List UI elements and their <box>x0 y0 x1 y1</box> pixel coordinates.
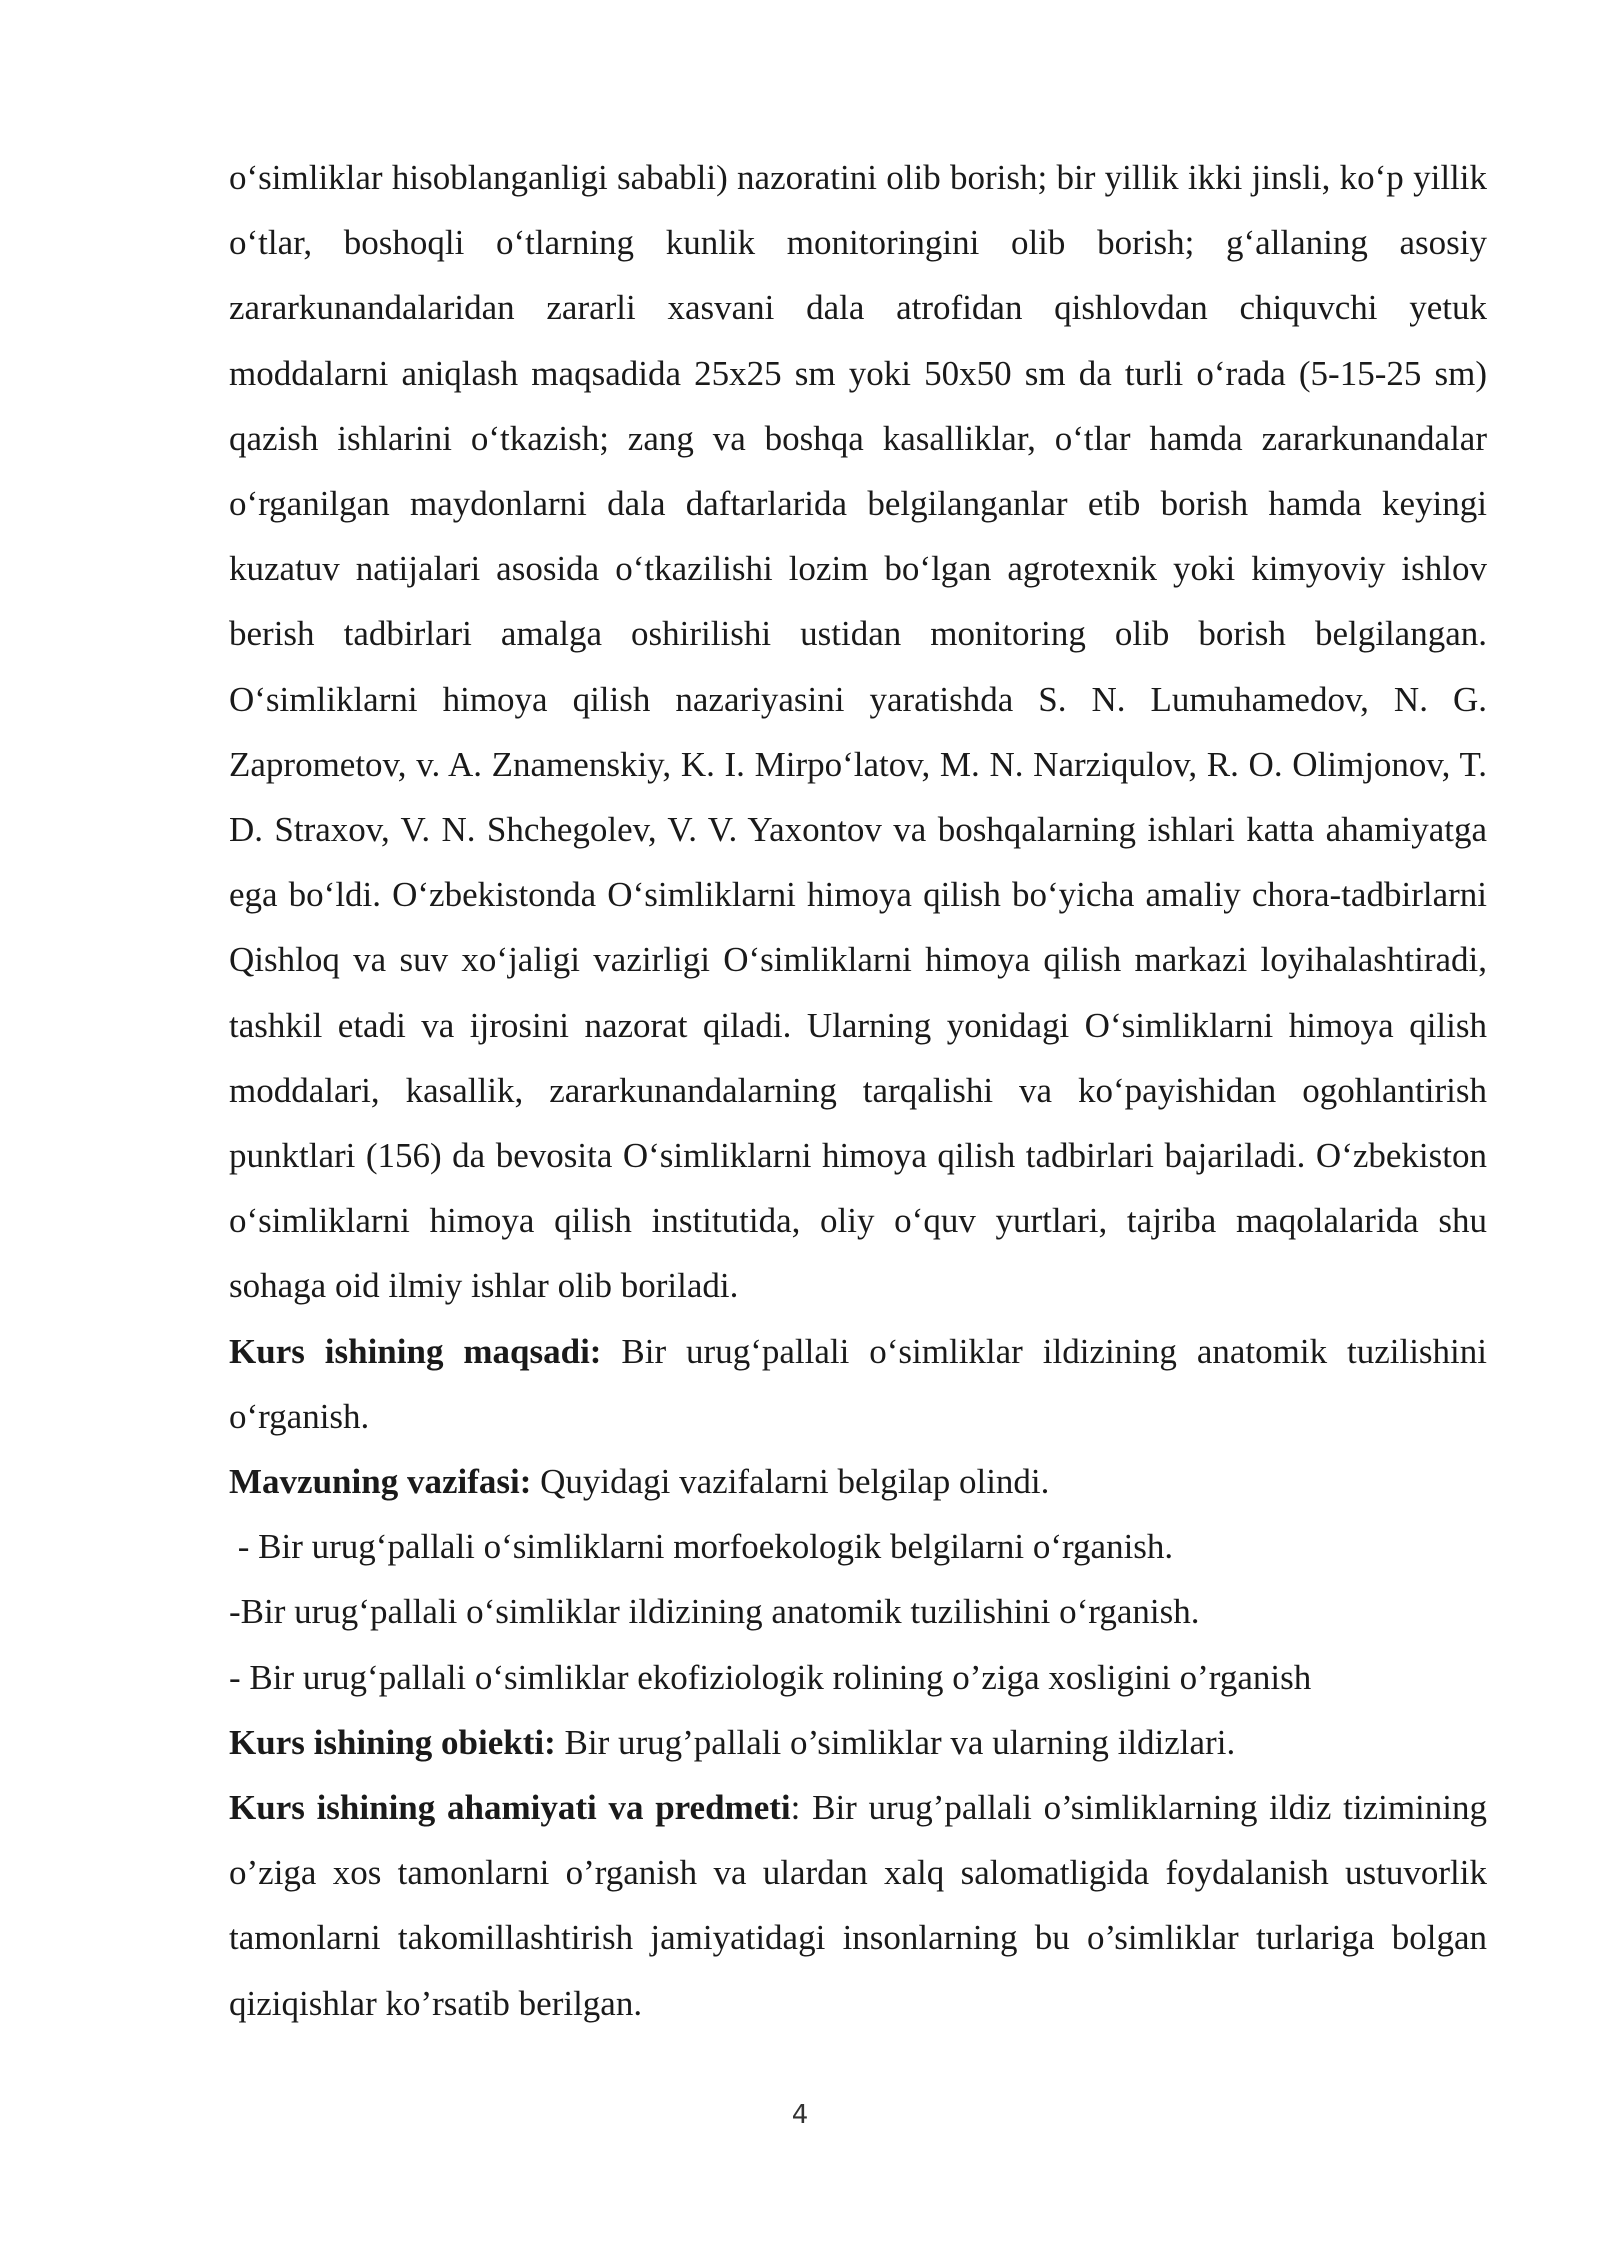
task-item-3: - Bir urug‘pallali o‘simliklar ekofiziologik rolining o’ziga xosligini o’rganish <box>229 1657 1312 1697</box>
tasks-text: Quyidagi vazifalarni belgilap olindi. <box>531 1462 1050 1502</box>
goal-label: Kurs ishining maqsadi: <box>229 1331 602 1371</box>
task-item-2: -Bir urug‘pallali o‘simliklar ildizining anatomik tuzilishini o‘rganish. <box>229 1592 1200 1632</box>
significance-text: : Bir urug’pallali o’simliklarning ildiz tizimining o’ziga xos tamonlarni o’rganish va ulardan xalq salomatligida foydalanish ustuvorlik tamonlarni takomillashtirish jamiyatidagi insonlarning bu o’simliklar turlariga bolgan qiziqishlar ko’rsatib berilgan. <box>229 1788 1487 2023</box>
document-page <box>229 145 1487 2036</box>
tasks-label: Mavzuning vazifasi: <box>229 1462 532 1502</box>
goal-paragraph <box>229 1319 1487 1449</box>
object-paragraph <box>229 1710 1487 1775</box>
goal-text: Bir urug‘pallali o‘simliklar ildizining anatomik tuzilishini o‘rganish. <box>229 1331 1487 1436</box>
paragraph-plant-protection: o‘simliklar hisoblanganligi sababli) nazoratini olib borish; bir yillik ikki jinsli, ko‘p yillik o‘tlar, boshoqli o‘tlarning kunlik monitoringini olib borish; g‘allaning asosiy zararkunandalaridan zararli xasvani dala atrofidan qishlovdan chiquvchi yetuk moddalarni aniqlash maqsadida 25x25 sm yoki 50x50 sm da turli o‘rada (5-15-25 sm) qazish ishlarini o‘tkazish; zang va boshqa kasalliklar, o‘tlar hamda zararkunandalar o‘rganilgan maydonlarni dala daftarlarida belgilanganlar etib borish hamda keyingi kuzatuv natijalari asosida o‘tkazilishi lozim bo‘lgan agrotexnik yoki kimyoviy ishlov berish tadbirlari amalga oshirilishi ustidan monitoring olib borish belgilangan. O‘simliklarni himoya qilish nazariyasini yaratishda S. N. Lumuhamedov, N. G. Zaprometov, v. A. Znamenskiy, K. I. Mirpo‘latov, M. N. Narziqulov, R. O. Olimjonov, T. D. Straxov, V. N. Shchegolev, V. V. Yaxontov va boshqalarning ishlari katta ahamiyatga ega bo‘ldi. O‘zbekistonda O‘simliklarni himoya qilish bo‘yicha amaliy chora-tadbirlarni Qishloq va suv xo‘jaligi vazirligi O‘simliklarni himoya qilish markazi loyihalashtiradi, tashkil etadi va ijrosini nazorat qiladi. Ularning yonidagi O‘simliklarni himoya qilish moddalari, kasallik, zararkunandalarning tarqalishi va ko‘payishidan ogohlantirish punktlari (156) da bevosita O‘simliklarni himoya qilish tadbirlari bajariladi. O‘zbekiston o‘simliklarni himoya qilish institutida, oliy o‘quv yurtlari, tajriba maqolalarida shu sohaga oid ilmiy ishlar olib boriladi. <box>229 158 1487 1306</box>
significance-paragraph <box>229 1775 1487 2036</box>
page-number: 4 <box>791 2100 809 2130</box>
object-text: Bir urug’pallali o’simliklar va ularning ildizlari. <box>555 1722 1236 1762</box>
object-label: Kurs ishining obiekti: <box>229 1722 556 1762</box>
task-item-1: - Bir urug‘pallali o‘simliklarni morfoekologik belgilarni o‘rganish. <box>229 1527 1174 1567</box>
significance-label: Kurs ishining ahamiyati va predmeti <box>229 1788 791 1828</box>
tasks-paragraph <box>229 1449 1487 1514</box>
